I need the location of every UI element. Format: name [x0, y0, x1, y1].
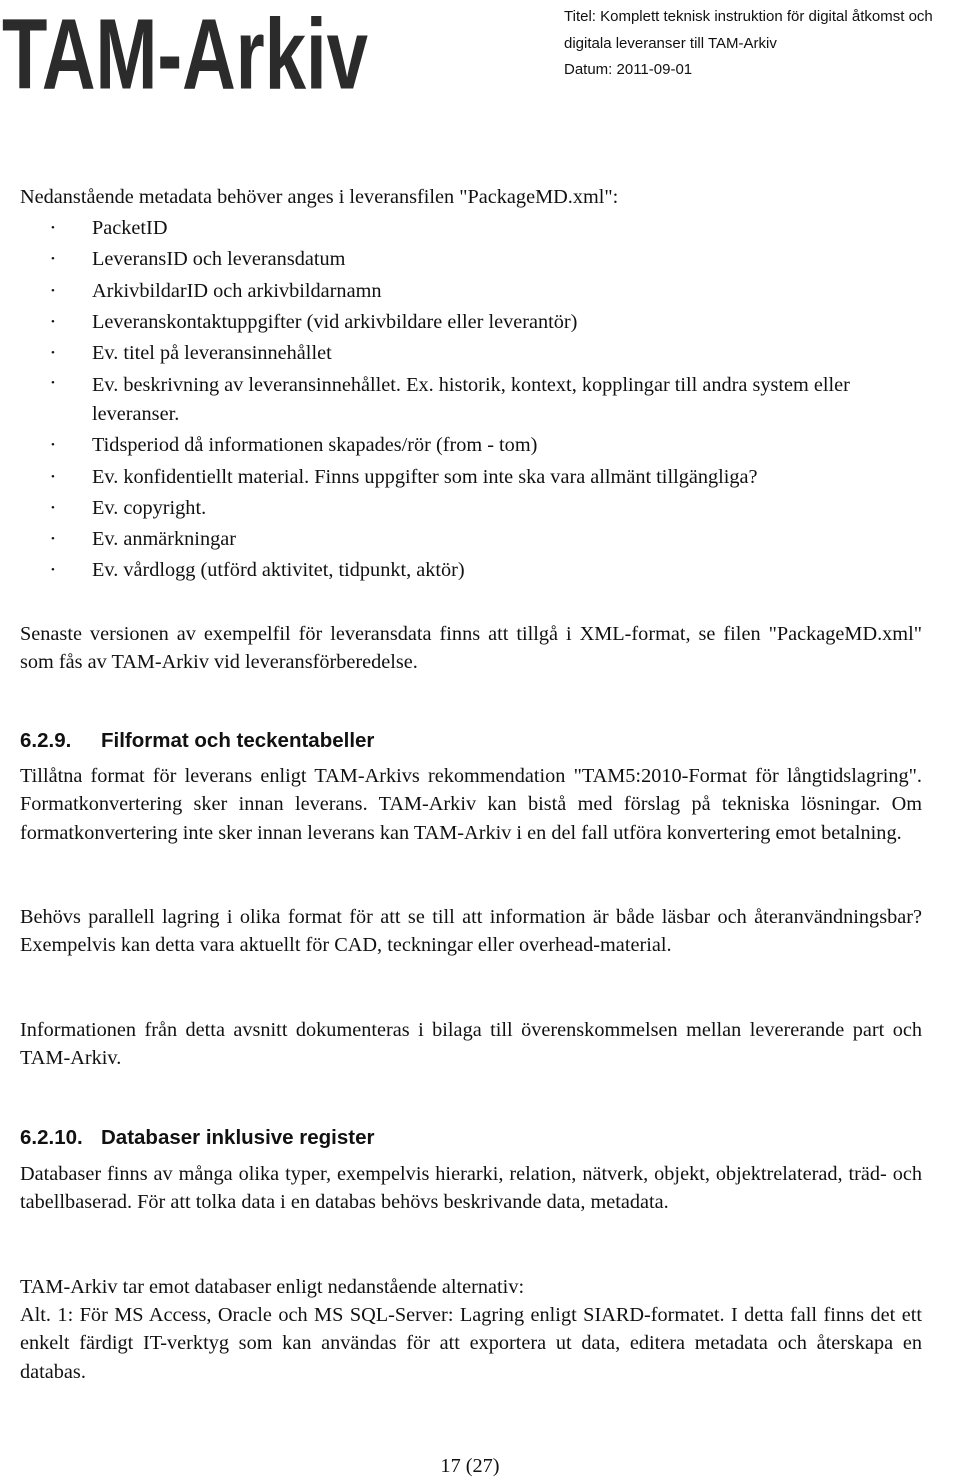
bullet-item: • Tidsperiod då informationen skapades/rör (from - tom): [51, 430, 931, 461]
database-paragraph-3: Alt. 1: För MS Access, Oracle och MS SQL-Server: Lagring enligt SIARD-formatet. I detta fall finns det ett enkelt färdigt IT-verktyg som kan användas för att exportera ut data, editera metadata och återskapa en databas.: [20, 1304, 922, 1383]
document-header: [564, 4, 933, 84]
header-date: Datum: 2011-09-01: [564, 61, 693, 78]
header-title-line-1: Titel: Komplett teknisk instruktion för digital åtkomst och: [564, 8, 933, 25]
section-number: 6.2.10.: [20, 1126, 83, 1149]
bullet-item: • PacketID: [51, 213, 931, 244]
bullet-item: • Ev. copyright.: [51, 493, 931, 524]
metadata-bullet-list: [51, 213, 931, 587]
fileformat-paragraph-2: Behövs parallell lagring i olika format för att se till att information är både läsbar och återanvändningsbar? Exempelvis kan detta vara aktuellt för CAD, teckningar eller overhead-material.: [20, 906, 922, 957]
database-paragraph-1: Databaser finns av många olika typer, exempelvis hierarki, relation, nätverk, objekt, objektrelaterad, träd- och tabellbaserad. För att tolka data i en databas behövs beskrivande data, metadata.: [20, 1163, 922, 1214]
section-title: Filformat och teckentabeller: [101, 729, 375, 752]
page-number: 17 (27): [440, 1455, 500, 1477]
bullet-item: • Ev. konfidentiellt material. Finns uppgifter som inte ska vara allmänt tillgängliga?: [51, 462, 931, 493]
header-title-line-2: digitala leveranser till TAM-Arkiv: [564, 34, 777, 52]
section-title: Databaser inklusive register: [101, 1126, 375, 1149]
metadata-intro: Nedanstående metadata behöver anges i leveransfilen "PackageMD.xml":: [20, 186, 619, 208]
bullet-item: • Leveranskontaktuppgifter (vid arkivbildare eller leverantör): [51, 307, 931, 338]
fileformat-paragraph-3: Informationen från detta avsnitt dokumenteras i bilaga till överenskommelsen mellan levererande part och TAM-Arkiv.: [20, 1019, 922, 1070]
section-heading-6-2-10: [20, 1126, 374, 1150]
tam-arkiv-logo: [0, 0, 372, 110]
logo-text: TAM-Arkiv: [2, 0, 369, 110]
fileformat-paragraph-1: Tillåtna format för leverans enligt TAM-Arkivs rekommendation "TAM5:2010-Format för långtidslagring". Formatkonvertering sker innan leverans. TAM-Arkiv kan bistå med förslag på tekniska lösningar. Om formatkonvertering inte sker innan leverans kan TAM-Arkiv i en del fall utföra konvertering emot betalning.: [20, 765, 922, 844]
bullet-item: • Ev. titel på leveransinnehållet: [51, 338, 931, 369]
bullet-item: • Ev. beskrivning av leveransinnehållet. Ex. historik, kontext, kopplingar till andra system eller leveranser.: [51, 369, 931, 430]
bullet-item: • LeveransID och leveransdatum: [51, 244, 931, 275]
bullet-item: • Ev. anmärkningar: [51, 524, 931, 555]
packagemd-paragraph: Senaste versionen av exempelfil för leveransdata finns att tillgå i XML-format, se filen "PackageMD.xml" som fås av TAM-Arkiv vid leveransförberedelse.: [20, 623, 922, 674]
bullet-item: • ArkivbildarID och arkivbildarnamn: [51, 276, 931, 307]
section-heading-6-2-9: [20, 729, 374, 753]
bullet-item: • Ev. vårdlogg (utförd aktivitet, tidpunkt, aktör): [51, 555, 931, 586]
section-number: 6.2.9.: [20, 729, 72, 752]
database-paragraph-2: TAM-Arkiv tar emot databaser enligt nedanstående alternativ:: [20, 1276, 525, 1298]
